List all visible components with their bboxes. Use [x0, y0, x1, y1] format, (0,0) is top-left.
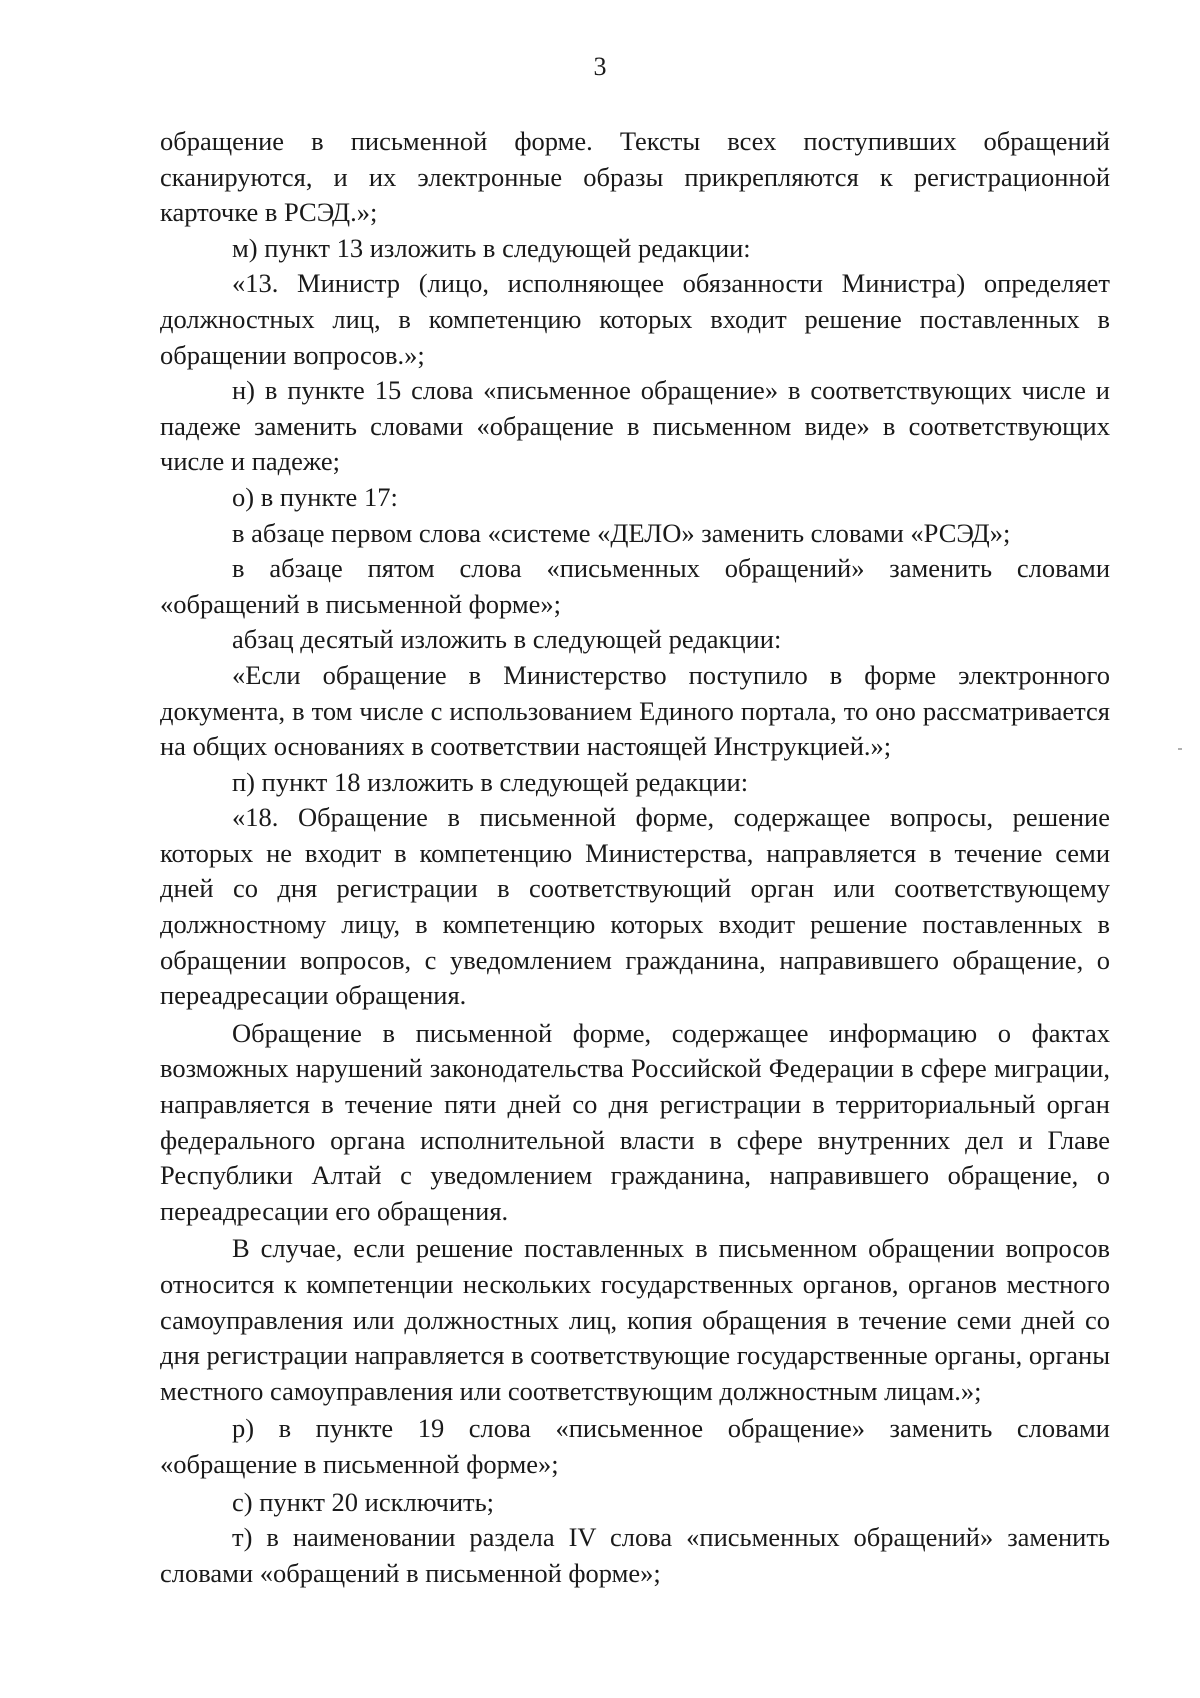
paragraph-abzac-1: в абзаце первом слова «системе «ДЕЛО» заменить словами «РСЭД»; — [232, 517, 1011, 548]
paragraph-item-o: о) в пункте 17: — [232, 481, 398, 512]
scan-artifact — [1178, 748, 1182, 750]
paragraph-migration: Обращение в письменной форме, содержащее информацию о фактах возможных нарушений законодательства Российской Федерации в сфере миграции, направляется в течение пяти дней со дня регистрации в территориальный орган федерального органа исполнительной власти в сфере внутренних дел и Главе Республики Алтай с уведомлением гражданина, направившего обращение, о переадресации его обращения. — [160, 1017, 1110, 1226]
paragraph-item-s: с) пункт 20 исключить; — [232, 1486, 495, 1517]
paragraph-quote-18: «18. Обращение в письменной форме, содержащее вопросы, решение которых не входит в компетенцию Министерства, направляется в течение семи дней со дня регистрации в соответствующий орган или соответствующему должностному лицу, в компетенцию которых входит решение поставленных в обращении вопросов, с уведомлением гражданина, направившего обращение, о переадресации обращения. — [160, 802, 1110, 1011]
document-body — [160, 124, 1110, 1591]
paragraph-item-m: м) пункт 13 изложить в следующей редакции: — [232, 232, 751, 263]
paragraph-multiple-organs: В случае, если решение поставленных в письменном обращении вопросов относится к компетенции нескольких государственных органов, органов местного самоуправления или должностных лиц, копия обращения в течение семи дней со дня регистрации направляется в соответствующие государственные органы, органы местного самоуправления или соответствующим должностным лицам.»; — [160, 1233, 1110, 1406]
paragraph-item-t: т) в наименовании раздела IV слова «письменных обращений» заменить словами «обращений в письменной форме»; — [160, 1522, 1110, 1588]
paragraph-abzac-5: в абзаце пятом слова «письменных обращений» заменить словами «обращений в письменной форме»; — [160, 553, 1110, 619]
paragraph-item-r: р) в пункте 19 слова «письменное обращение» заменить словами «обращение в письменной форме»; — [160, 1413, 1110, 1479]
page-number: 3 — [593, 52, 607, 81]
paragraph-continuation: обращение в письменной форме. Тексты всех поступивших обращений сканируются, и их электронные образы прикрепляются к регистрационной карточке в РСЭД.»; — [160, 126, 1110, 228]
paragraph-item-n: н) в пункте 15 слова «письменное обращение» в соответствующих числе и падеже заменить словами «обращение в письменном виде» в соответствующих числе и падеже; — [160, 375, 1110, 477]
paragraph-item-p: п) пункт 18 изложить в следующей редакции: — [232, 766, 749, 797]
paragraph-abzac-10: абзац десятый изложить в следующей редакции: — [232, 624, 782, 655]
paragraph-quote-13: «13. Министр (лицо, исполняющее обязанности Министра) определяет должностных лиц, в компетенцию которых входит решение поставленных в обращении вопросов.»; — [160, 268, 1110, 370]
paragraph-quote-electronic: «Если обращение в Министерство поступило в форме электронного документа, в том числе с использованием Единого портала, то оно рассматривается на общих основаниях в соответствии настоящей Инструкцией.»; — [160, 659, 1110, 762]
